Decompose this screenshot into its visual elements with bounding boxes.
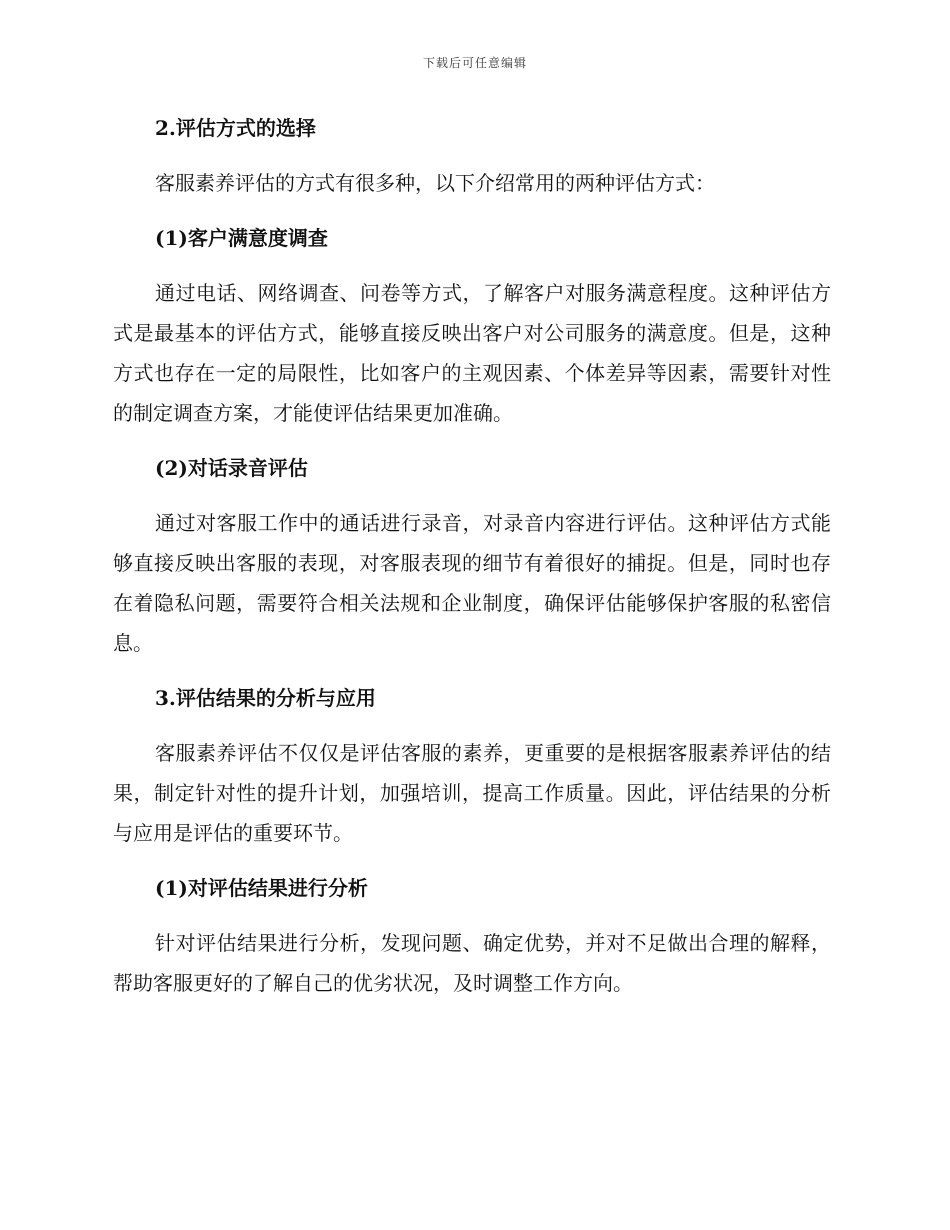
document-body xyxy=(113,108,831,1003)
paragraph-call-recording: 通过对客服工作中的通话进行录音，对录音内容进行评估。这种评估方式能够直接反映出客服的表现，对客服表现的细节有着很好的捕捉。但是，同时也存在着隐私问题，需要符合相关法规和企业制度，确保评估能够保护客服的私密信息。 xyxy=(113,511,831,655)
section-heading-evaluation-method: 2.评估方式的选择 xyxy=(155,116,316,140)
paragraph-analyze-results: 针对评估结果进行分析，发现问题、确定优势，并对不足做出合理的解释，帮助客服更好的了解自己的优劣状况，及时调整工作方向。 xyxy=(113,931,831,995)
subheading-satisfaction-survey: (1)客户满意度调查 xyxy=(155,226,328,250)
paragraph-method-intro: 客服素养评估的方式有很多种，以下介绍常用的两种评估方式： xyxy=(155,171,715,195)
subheading-call-recording: (2)对话录音评估 xyxy=(155,456,308,480)
paragraph-satisfaction-survey: 通过电话、网络调查、问卷等方式，了解客户对服务满意程度。这种评估方式是最基本的评估方式，能够直接反映出客户对公司服务的满意度。但是，这种方式也存在一定的局限性，比如客户的主观因素、个体差异等因素，需要针对性的制定调查方案，才能使评估结果更加准确。 xyxy=(113,281,831,425)
subheading-analyze-results: (1)对评估结果进行分析 xyxy=(155,876,368,900)
page-header: 下载后可任意编辑 xyxy=(422,56,527,70)
section-heading-result-analysis: 3.评估结果的分析与应用 xyxy=(155,686,376,710)
paragraph-result-analysis: 客服素养评估不仅仅是评估客服的素养，更重要的是根据客服素养评估的结果，制定针对性的提升计划，加强培训，提高工作质量。因此，评估结果的分析与应用是评估的重要环节。 xyxy=(113,741,831,845)
